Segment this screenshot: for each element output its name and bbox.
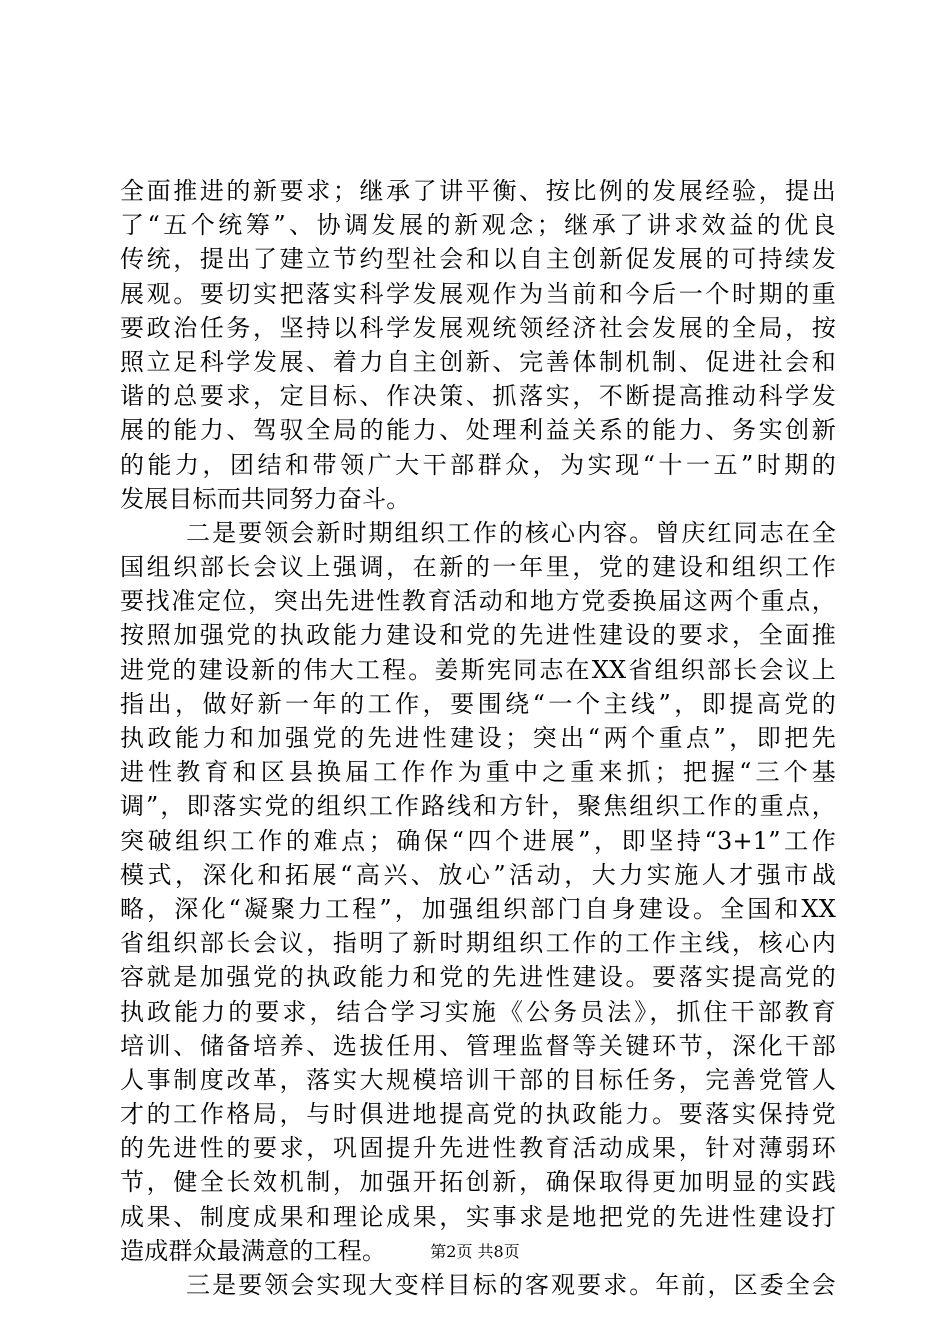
text-line: 模式，深化和拓展“高兴、放心”活动，大力实施人才强市战 <box>120 860 836 889</box>
text-line: 二是要领会新时期组织工作的核心内容。曾庆红同志在全 <box>186 518 836 547</box>
text-line: 造成群众最满意的工程。 <box>120 1236 387 1265</box>
text-line: 谐的总要求，定目标、作决策、抓落实，不断提高推动科学发 <box>120 382 836 411</box>
text-line: 略，深化“凝聚力工程”，加强组织部门自身建设。全国和XX <box>120 894 836 923</box>
text-line: 展观。要切实把落实科学发展观作为当前和今后一个时期的重 <box>120 279 836 308</box>
text-line: 进性教育和区县换届工作作为重中之重来抓；把握“三个基 <box>120 758 836 787</box>
text-line: 突破组织工作的难点；确保“四个进展”，即坚持“3+1”工作 <box>120 826 836 855</box>
text-line: 培训、储备培养、选拔任用、管理监督等关键环节，深化干部 <box>120 1031 836 1060</box>
text-line: 要找准定位，突出先进性教育活动和地方党委换届这两个重点， <box>120 587 836 616</box>
text-line: 按照加强党的执政能力建设和党的先进性建设的要求，全面推 <box>120 621 836 650</box>
text-line: 要政治任务，坚持以科学发展观统领经济社会发展的全局，按 <box>120 313 836 342</box>
text-line: 指出，做好新一年的工作，要围绕“一个主线”，即提高党的 <box>120 689 836 718</box>
text-line: 国组织部长会议上强调，在新的一年里，党的建设和组织工作 <box>120 553 836 582</box>
text-line: 省组织部长会议，指明了新时期组织工作的工作主线，核心内 <box>120 929 836 958</box>
text-line: 容就是加强党的执政能力和党的先进性建设。要落实提高党的 <box>120 963 836 992</box>
text-line: 执政能力的要求，结合学习实施《公务员法》，抓住干部教育 <box>120 997 836 1026</box>
text-line: 才的工作格局，与时俱进地提高党的执政能力。要落实保持党 <box>120 1100 836 1129</box>
text-line: 的能力，团结和带领广大干部群众，为实现“十一五”时期的 <box>120 450 836 479</box>
document-body <box>120 174 836 1302</box>
text-line: 照立足科学发展、着力自主创新、完善体制机制、促进社会和 <box>120 347 836 376</box>
text-line: 进党的建设新的伟大工程。姜斯宪同志在XX省组织部长会议上 <box>120 655 836 684</box>
text-line: 成果、制度成果和理论成果，实事求是地把党的先进性建设打 <box>120 1202 836 1231</box>
text-line: 全面推进的新要求；继承了讲平衡、按比例的发展经验，提出 <box>120 177 836 205</box>
text-line: 执政能力和加强党的先进性建设；突出“两个重点”，即把先 <box>120 724 836 752</box>
text-line: 展的能力、驾驭全局的能力、处理利益关系的能力、务实创新 <box>120 416 836 445</box>
text-line: 的先进性的要求，巩固提升先进性教育活动成果，针对薄弱环 <box>120 1134 836 1163</box>
text-line: 发展目标而共同努力奋斗。 <box>120 484 411 513</box>
text-line: 三是要领会实现大变样目标的客观要求。年前，区委全会 <box>186 1271 836 1299</box>
text-line: 节，健全长效机制，加强开拓创新，确保取得更加明显的实践 <box>120 1168 836 1197</box>
text-line: 人事制度改革，落实大规模培训干部的目标任务，完善党管人 <box>120 1065 836 1094</box>
text-line: 调”，即落实党的组织工作路线和方针，聚焦组织工作的重点， <box>120 792 836 821</box>
text-line: 了“五个统筹”、协调发展的新观念；继承了讲求效益的优良 <box>120 211 836 240</box>
text-line: 传统，提出了建立节约型社会和以自主创新促发展的可持续发 <box>120 245 836 274</box>
page-footer: 第2页 共8页 <box>430 1242 520 1261</box>
